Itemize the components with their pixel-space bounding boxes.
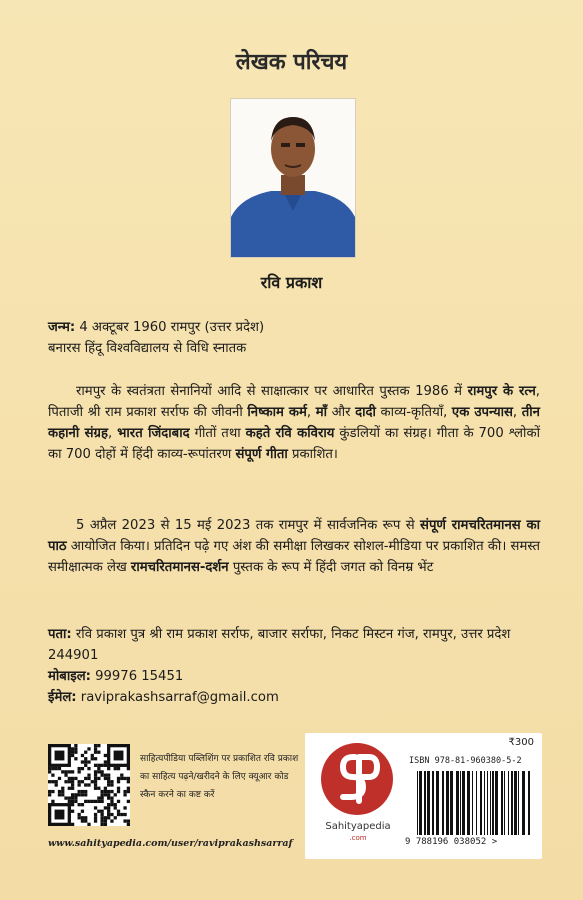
email-label: ईमेल: (48, 690, 77, 705)
barcode-icon (415, 771, 533, 835)
email: raviprakashsarraf@gmail.com (76, 690, 279, 705)
education: बनारस हिंदू विश्वविद्यालय से विधि स्नातक (48, 341, 247, 356)
author-photo (230, 98, 356, 258)
publisher-name: Sahityapedia .com (325, 821, 391, 842)
birth-line (48, 317, 540, 359)
mobile: 99976 15451 (90, 669, 184, 684)
contact-block (48, 624, 540, 708)
address: रवि प्रकाश पुत्र श्री राम प्रकाश सर्राफ, बाजार सर्राफा, निकट मिस्टन गंज, रामपुर, उत्तर प्रदेश 244901 (48, 627, 511, 663)
birth-label: जन्म: (48, 320, 76, 335)
author-name: रवि प्रकाश (260, 273, 323, 292)
mobile-label: मोबाइल: (48, 669, 91, 684)
publisher-logo-icon (321, 743, 393, 815)
isbn-box (305, 733, 542, 859)
page-title: लेखक परिचय (235, 50, 348, 75)
isbn-number: ISBN 978-81-960380-5-2 (409, 756, 522, 766)
paragraph-works: रामपुर के स्वतंत्रता सेनानियों आदि से साक्षात्कार पर आधारित पुस्तक 1986 में रामपुर के रत्न, पिताजी श्री राम प्रकाश सर्राफ की जीवनी निष्काम कर्म, माँ और दादी काव्य-कृतियाँ, एक उपन्यास, तीन कहानी संग्रह, भारत जिंदाबाद गीतों तथा कहते रवि कविराय कुंडलियों का संग्रह। गीता के 700 श्लोकों का 700 दोहों में हिंदी काव्य-रूपांतरण संपूर्ण गीता प्रकाशित। (48, 384, 540, 462)
profile-url[interactable]: www.sahityapedia.com/user/raviprakashsarraf (48, 838, 293, 849)
price: ₹300 (508, 737, 534, 748)
qr-caption: साहित्यपीडिया पब्लिशिंग पर प्रकाशित रवि प्रकाश का साहित्य पढ़ने/खरीदने के लिए क्यूआर कोड स्कैन करने का कष्ट करें (140, 754, 299, 800)
birth-value: 4 अक्टूबर 1960 रामपुर (उत्तर प्रदेश) (75, 320, 265, 335)
qr-code[interactable] (48, 744, 130, 826)
address-label: पता: (48, 627, 72, 642)
barcode-digits: 9 788196 038052 > (405, 837, 498, 847)
paragraph-ramcharitmanas: 5 अप्रैल 2023 से 15 मई 2023 तक रामपुर में सार्वजनिक रूप से संपूर्ण रामचरितमानस का पाठ आयोजित किया। प्रतिदिन पढ़े गए अंश की समीक्षा लिखकर सोशल-मीडिया पर प्रकाशित की। समस्त समीक्षात्मक लेख रामचरितमानस-दर्शन पुस्तक के रूप में हिंदी जगत को विनम्र भेंट (48, 518, 540, 575)
